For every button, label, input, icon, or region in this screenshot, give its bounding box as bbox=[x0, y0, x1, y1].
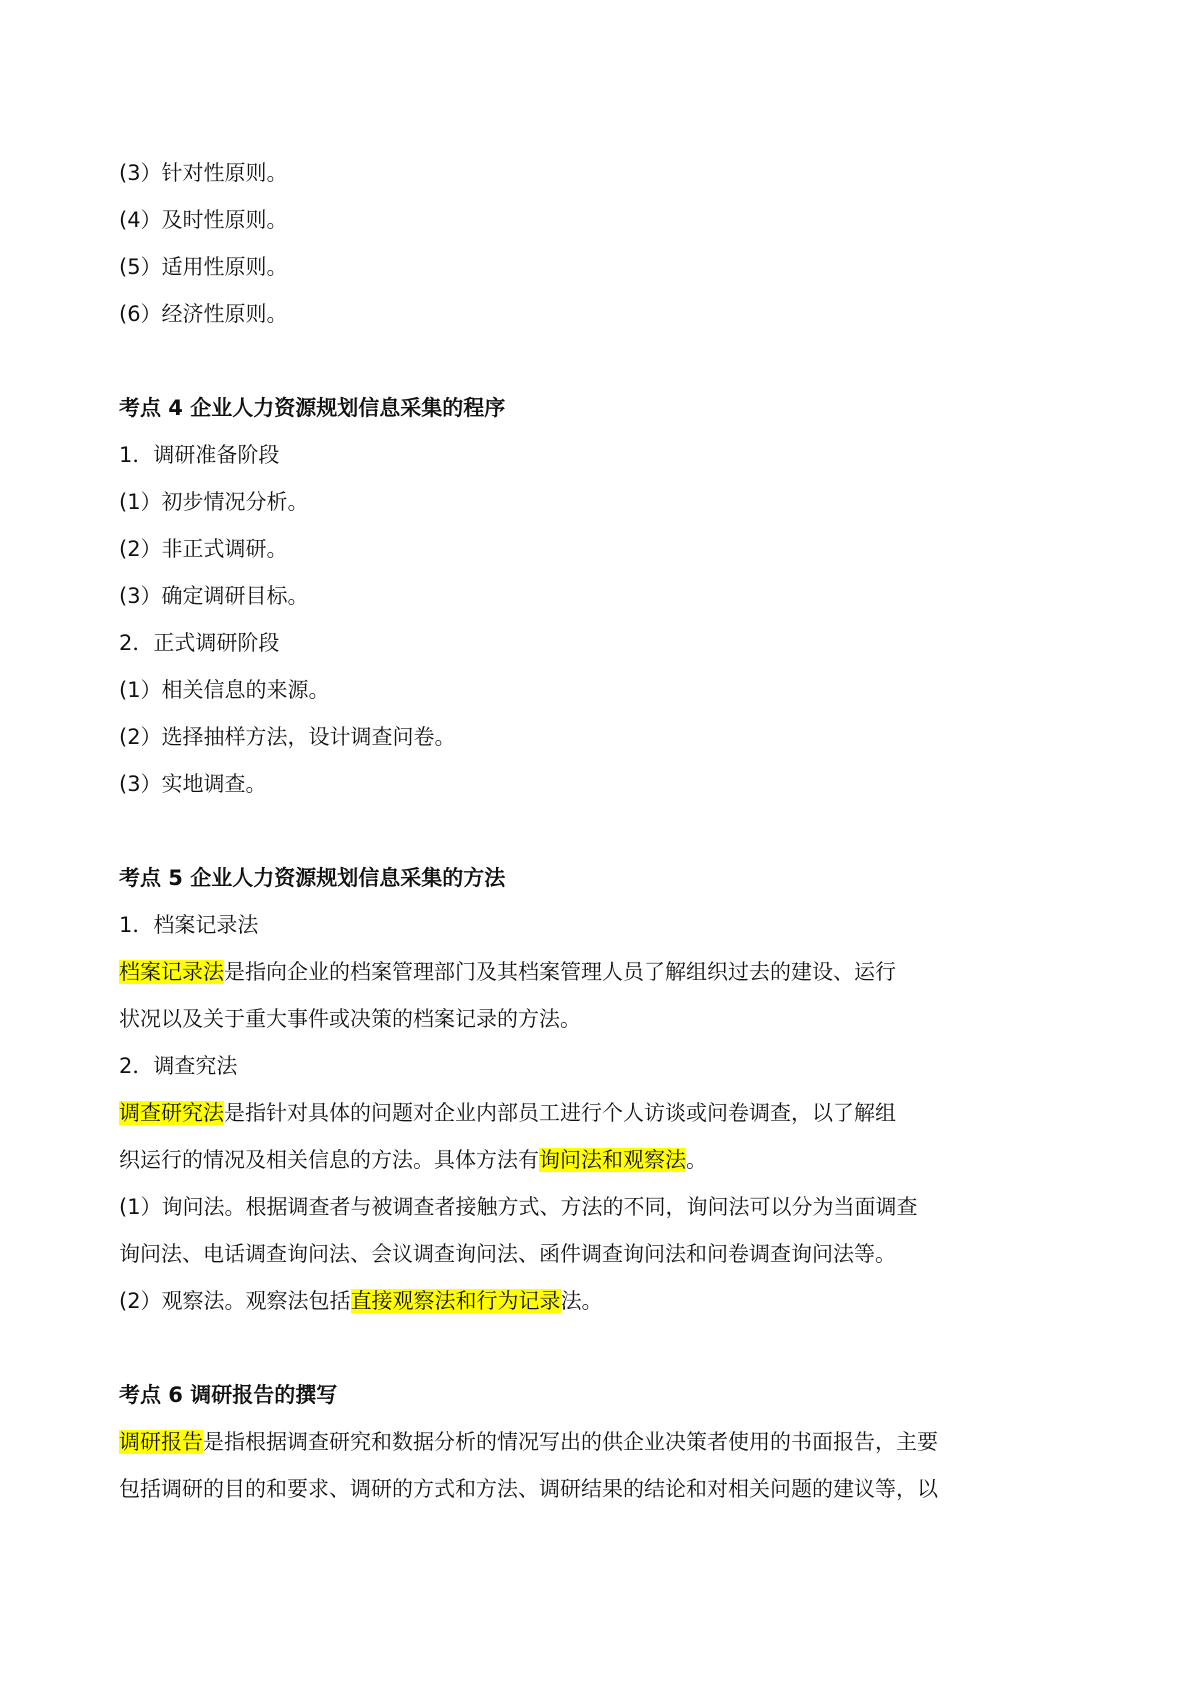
principle-item: (5）适用性原则。 bbox=[119, 255, 288, 279]
list-item: (3）实地调查。 bbox=[119, 772, 267, 796]
list-item: (2）选择抽样方法，设计调查问卷。 bbox=[119, 725, 456, 749]
paragraph-line bbox=[119, 1137, 1079, 1184]
spacer bbox=[119, 1325, 1079, 1372]
principle-item: (6）经济性原则。 bbox=[119, 302, 288, 326]
highlighted-term: 询问法和观察法 bbox=[539, 1148, 686, 1172]
stage-title: 2．正式调研阶段 bbox=[119, 631, 280, 655]
section-heading: 考点 4 企业人力资源规划信息采集的程序 bbox=[119, 396, 506, 420]
paragraph-line bbox=[119, 1419, 1079, 1466]
paragraph-line bbox=[119, 1090, 1079, 1137]
method-title: 2．调查究法 bbox=[119, 1054, 238, 1078]
text-run: 法。 bbox=[560, 1289, 603, 1313]
section-4 bbox=[119, 385, 1079, 808]
document-body bbox=[119, 150, 1079, 1513]
spacer bbox=[119, 808, 1079, 855]
paragraph-line: 状况以及关于重大事件或决策的档案记录的方法。 bbox=[119, 1007, 581, 1031]
list-item: (2）非正式调研。 bbox=[119, 537, 288, 561]
text-run: 。 bbox=[686, 1148, 707, 1172]
text-run: 是指向企业的档案管理部门及其档案管理人员了解组织过去的建设、运行 bbox=[224, 960, 896, 984]
spacer bbox=[119, 338, 1079, 385]
paragraph-line: 包括调研的目的和要求、调研的方式和方法、调研结果的结论和对相关问题的建议等，以 bbox=[119, 1477, 938, 1501]
list-item: (3）确定调研目标。 bbox=[119, 584, 309, 608]
text-run: 是指针对具体的问题对企业内部员工进行个人访谈或问卷调查，以了解组 bbox=[224, 1101, 896, 1125]
list-item: (1）相关信息的来源。 bbox=[119, 678, 330, 702]
highlighted-term: 档案记录法 bbox=[119, 960, 224, 984]
method-title: 1．档案记录法 bbox=[119, 913, 259, 937]
section-5 bbox=[119, 855, 1079, 1325]
text-run: 是指根据调查研究和数据分析的情况写出的供企业决策者使用的书面报告，主要 bbox=[203, 1430, 938, 1454]
principle-item: (3）针对性原则。 bbox=[119, 161, 288, 185]
paragraph-line bbox=[119, 1278, 1079, 1325]
highlighted-term: 调查研究法 bbox=[119, 1101, 224, 1125]
principles-list bbox=[119, 150, 1079, 338]
list-item: (1）初步情况分析。 bbox=[119, 490, 309, 514]
principle-item: (4）及时性原则。 bbox=[119, 208, 288, 232]
highlighted-term: 直接观察法和行为记录 bbox=[350, 1289, 561, 1313]
stage-title: 1．调研准备阶段 bbox=[119, 443, 280, 467]
section-heading: 考点 5 企业人力资源规划信息采集的方法 bbox=[119, 866, 506, 890]
paragraph-line: (1）询问法。根据调查者与被调查者接触方式、方法的不同，询问法可以分为当面调查 bbox=[119, 1195, 918, 1219]
paragraph-line: 询问法、电话调查询问法、会议调查询问法、函件调查询问法和问卷调查询问法等。 bbox=[119, 1242, 896, 1266]
text-run: (2）观察法。观察法包括 bbox=[119, 1289, 351, 1313]
section-6 bbox=[119, 1372, 1079, 1513]
highlighted-term: 调研报告 bbox=[119, 1430, 203, 1454]
text-run: 织运行的情况及相关信息的方法。具体方法有 bbox=[119, 1148, 539, 1172]
section-heading: 考点 6 调研报告的撰写 bbox=[119, 1383, 338, 1407]
paragraph-line bbox=[119, 949, 1079, 996]
